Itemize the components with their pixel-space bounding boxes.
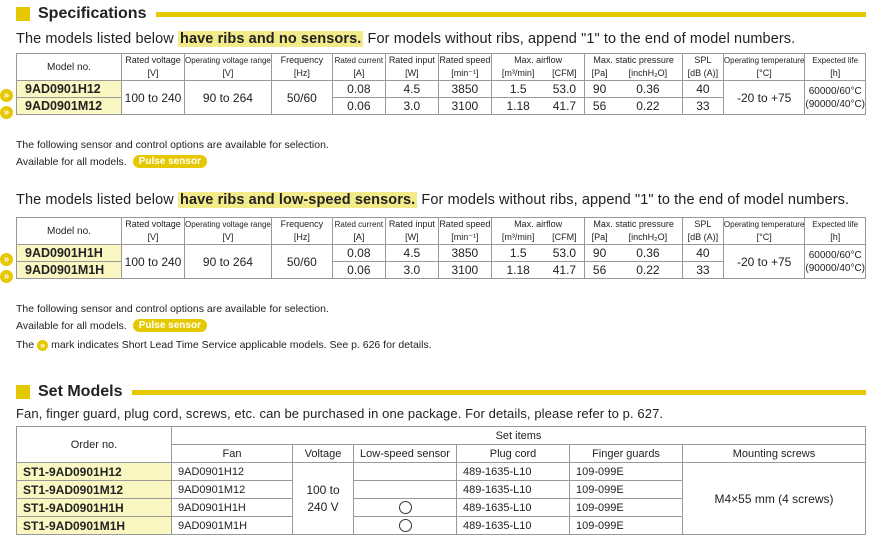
note-mark-pre: The	[16, 339, 35, 351]
note-mark	[16, 339, 432, 351]
rated-input: 3.0	[385, 262, 438, 279]
th-guard: Finger guards	[570, 445, 683, 463]
intro-text: The models listed below	[16, 192, 178, 208]
voltage-line-2: 240 V	[307, 499, 339, 514]
section-square-icon	[16, 7, 30, 21]
fan: 9AD0901M12	[172, 481, 293, 499]
rated-current: 0.08	[332, 245, 385, 262]
short-lead-time-icon: »	[0, 106, 13, 119]
pulse-sensor-badge: Pulse sensor	[133, 155, 207, 168]
order-no: ST1-9AD0901M12	[17, 481, 172, 499]
section-title: Specifications	[38, 5, 147, 22]
th-msp-unit2: [inchH₂O]	[614, 231, 683, 245]
section-rule	[132, 390, 866, 395]
mounting-screws: M4×55 mm (4 screws)	[683, 463, 866, 535]
th-msp-unit1: [Pa]	[585, 67, 614, 81]
th-rs: Rated speed	[439, 219, 491, 229]
table-row	[17, 463, 866, 481]
rated-input: 3.0	[385, 98, 438, 115]
note-available-text: Available for all models.	[16, 155, 127, 168]
order-no: ST1-9AD0901M1H	[17, 517, 172, 535]
th-spl: SPL	[682, 218, 723, 232]
expected-life	[805, 81, 866, 115]
th-ovr-unit: [V]	[185, 231, 272, 245]
model-no: 9AD0901H1H	[17, 245, 122, 262]
airflow-m3: 1.18	[491, 98, 544, 115]
intro-highlight: have ribs and no sensors.	[179, 31, 362, 47]
pressure-pa: 56	[585, 262, 614, 279]
note-available-text: Available for all models.	[16, 319, 127, 332]
voltage-line-1: 100 to	[306, 482, 340, 497]
frequency: 50/60	[271, 245, 332, 279]
intro-low-speed-sensors	[16, 192, 849, 208]
pressure-inch: 0.22	[614, 98, 683, 115]
note-options-1: The following sensor and control options are available for selection.	[16, 139, 329, 151]
th-rv: Rated voltage	[122, 218, 185, 232]
th-order: Order no.	[17, 427, 172, 463]
th-rs: Rated speed	[439, 55, 491, 65]
spec-table-1	[16, 53, 866, 115]
circle-icon	[399, 519, 412, 532]
th-ri-unit: [W]	[385, 231, 438, 245]
plug-cord: 489-1635-L10	[457, 499, 570, 517]
th-set-items: Set items	[172, 427, 866, 445]
note-available-2	[16, 319, 207, 332]
fan: 9AD0901H12	[172, 463, 293, 481]
sensor-cell	[354, 517, 457, 535]
intro-highlight: have ribs and low-speed sensors.	[179, 192, 416, 208]
th-spl-unit: [dB (A)]	[682, 67, 723, 81]
order-no: ST1-9AD0901H12	[17, 463, 172, 481]
short-lead-time-icon: »	[37, 340, 48, 351]
th-rv-unit: [V]	[122, 67, 185, 81]
th-freq: Frequency	[271, 54, 332, 68]
pressure-inch: 0.36	[614, 81, 683, 98]
circle-icon	[399, 501, 412, 514]
rated-current: 0.06	[332, 98, 385, 115]
th-spl-unit: [dB (A)]	[682, 231, 723, 245]
pulse-sensor-badge: Pulse sensor	[133, 319, 207, 332]
th-rc-unit: [A]	[332, 231, 385, 245]
th-ri-unit: [W]	[385, 67, 438, 81]
plug-cord: 489-1635-L10	[457, 481, 570, 499]
rated-speed: 3100	[438, 98, 491, 115]
expected-life-1: 60000/60°C	[808, 85, 862, 97]
finger-guard: 109-099E	[570, 499, 683, 517]
th-freq-unit: [Hz]	[271, 231, 332, 245]
th-msp-unit2: [inchH₂O]	[614, 67, 683, 81]
specifications-header	[16, 3, 866, 25]
th-ovr: Operating voltage range	[185, 220, 271, 229]
th-ot-unit: [°C]	[723, 67, 805, 81]
th-msp: Max. static pressure	[585, 54, 683, 68]
th-fan: Fan	[172, 445, 293, 463]
th-freq-unit: [Hz]	[271, 67, 332, 81]
th-el: Expected life	[812, 56, 859, 65]
th-rv: Rated voltage	[122, 54, 185, 68]
fan: 9AD0901H1H	[172, 499, 293, 517]
th-ot: Operating temperature	[723, 56, 805, 65]
short-lead-time-icon: »	[0, 270, 13, 283]
airflow-cfm: 53.0	[545, 81, 585, 98]
spl: 33	[682, 98, 723, 115]
plug-cord: 489-1635-L10	[457, 517, 570, 535]
th-msp: Max. static pressure	[585, 218, 683, 232]
expected-life-1: 60000/60°C	[808, 249, 862, 261]
pressure-pa: 56	[585, 98, 614, 115]
rated-current: 0.08	[332, 81, 385, 98]
pressure-pa: 90	[585, 81, 614, 98]
rated-input: 4.5	[385, 245, 438, 262]
rated-speed: 3850	[438, 81, 491, 98]
expected-life-2: (90000/40°C)	[805, 98, 865, 110]
section-square-icon	[16, 385, 30, 399]
pressure-pa: 90	[585, 245, 614, 262]
intro-no-sensors	[16, 31, 795, 47]
frequency: 50/60	[271, 81, 332, 115]
section-rule	[156, 12, 866, 17]
set-intro: Fan, finger guard, plug cord, screws, etc. can be purchased in one package. For details, please refer to p. 627.	[16, 406, 664, 421]
rated-voltage: 100 to 240	[122, 245, 185, 279]
airflow-m3: 1.5	[491, 245, 544, 262]
th-rc: Rated current	[334, 56, 384, 65]
sensor-cell	[354, 481, 457, 499]
table-row	[17, 81, 866, 98]
th-model: Model no.	[17, 54, 122, 81]
th-spl: SPL	[682, 54, 723, 68]
th-plug: Plug cord	[457, 445, 570, 463]
th-ma-unit1: [m³/min]	[491, 67, 544, 81]
expected-life	[805, 245, 866, 279]
rated-voltage: 100 to 240	[122, 81, 185, 115]
operating-temperature: -20 to +75	[723, 245, 805, 279]
intro-text: For models without ribs, append "1" to the end of model numbers.	[363, 31, 796, 47]
spl: 40	[682, 81, 723, 98]
th-model: Model no.	[17, 218, 122, 245]
th-ma: Max. airflow	[491, 54, 584, 68]
spl: 40	[682, 245, 723, 262]
th-ma-unit2: [CFM]	[545, 67, 585, 81]
short-lead-time-icon: »	[0, 89, 13, 102]
pressure-inch: 0.22	[614, 262, 683, 279]
airflow-m3: 1.5	[491, 81, 544, 98]
finger-guard: 109-099E	[570, 463, 683, 481]
rated-input: 4.5	[385, 81, 438, 98]
fan: 9AD0901M1H	[172, 517, 293, 535]
th-ri: Rated input	[385, 218, 438, 232]
order-no: ST1-9AD0901H1H	[17, 499, 172, 517]
rated-current: 0.06	[332, 262, 385, 279]
section-title: Set Models	[38, 383, 123, 400]
th-ot: Operating temperature	[723, 220, 805, 229]
expected-life-2: (90000/40°C)	[805, 262, 865, 274]
rated-speed: 3850	[438, 245, 491, 262]
table-row	[17, 245, 866, 262]
airflow-m3: 1.18	[491, 262, 544, 279]
th-rs-unit: [min⁻¹]	[438, 67, 491, 81]
th-rc-unit: [A]	[332, 67, 385, 81]
sensor-cell	[354, 499, 457, 517]
th-el: Expected life	[812, 220, 859, 229]
rated-speed: 3100	[438, 262, 491, 279]
model-no: 9AD0901H12	[17, 81, 122, 98]
set-table	[16, 426, 866, 535]
th-ovr: Operating voltage range	[185, 56, 271, 65]
th-ma: Max. airflow	[491, 218, 584, 232]
th-ovr-unit: [V]	[185, 67, 272, 81]
note-mark-post: mark indicates Short Lead Time Service applicable models. See p. 626 for details.	[51, 339, 432, 351]
th-rv-unit: [V]	[122, 231, 185, 245]
th-freq: Frequency	[271, 218, 332, 232]
finger-guard: 109-099E	[570, 481, 683, 499]
operating-temperature: -20 to +75	[723, 81, 805, 115]
model-no: 9AD0901M1H	[17, 262, 122, 279]
th-rs-unit: [min⁻¹]	[438, 231, 491, 245]
spec-table-2	[16, 217, 866, 279]
th-ma-unit1: [m³/min]	[491, 231, 544, 245]
pressure-inch: 0.36	[614, 245, 683, 262]
airflow-cfm: 53.0	[545, 245, 585, 262]
th-voltage: Voltage	[293, 445, 354, 463]
airflow-cfm: 41.7	[545, 262, 585, 279]
model-no: 9AD0901M12	[17, 98, 122, 115]
voltage	[293, 463, 354, 535]
intro-text: The models listed below	[16, 31, 178, 47]
intro-text: For models without ribs, append "1" to the end of model numbers.	[417, 192, 850, 208]
finger-guard: 109-099E	[570, 517, 683, 535]
operating-voltage-range: 90 to 264	[185, 245, 272, 279]
th-screws: Mounting screws	[683, 445, 866, 463]
spl: 33	[682, 262, 723, 279]
th-el-unit: [h]	[805, 231, 866, 245]
th-rc: Rated current	[334, 220, 384, 229]
th-ri: Rated input	[385, 54, 438, 68]
note-available-1	[16, 155, 207, 168]
th-ot-unit: [°C]	[723, 231, 805, 245]
set-models-header	[16, 381, 866, 403]
airflow-cfm: 41.7	[545, 98, 585, 115]
th-ma-unit2: [CFM]	[545, 231, 585, 245]
th-msp-unit1: [Pa]	[585, 231, 614, 245]
short-lead-time-icon: »	[0, 253, 13, 266]
th-sensor: Low-speed sensor	[354, 445, 457, 463]
th-el-unit: [h]	[805, 67, 866, 81]
note-options-2: The following sensor and control options are available for selection.	[16, 303, 329, 315]
sensor-cell	[354, 463, 457, 481]
plug-cord: 489-1635-L10	[457, 463, 570, 481]
operating-voltage-range: 90 to 264	[185, 81, 272, 115]
